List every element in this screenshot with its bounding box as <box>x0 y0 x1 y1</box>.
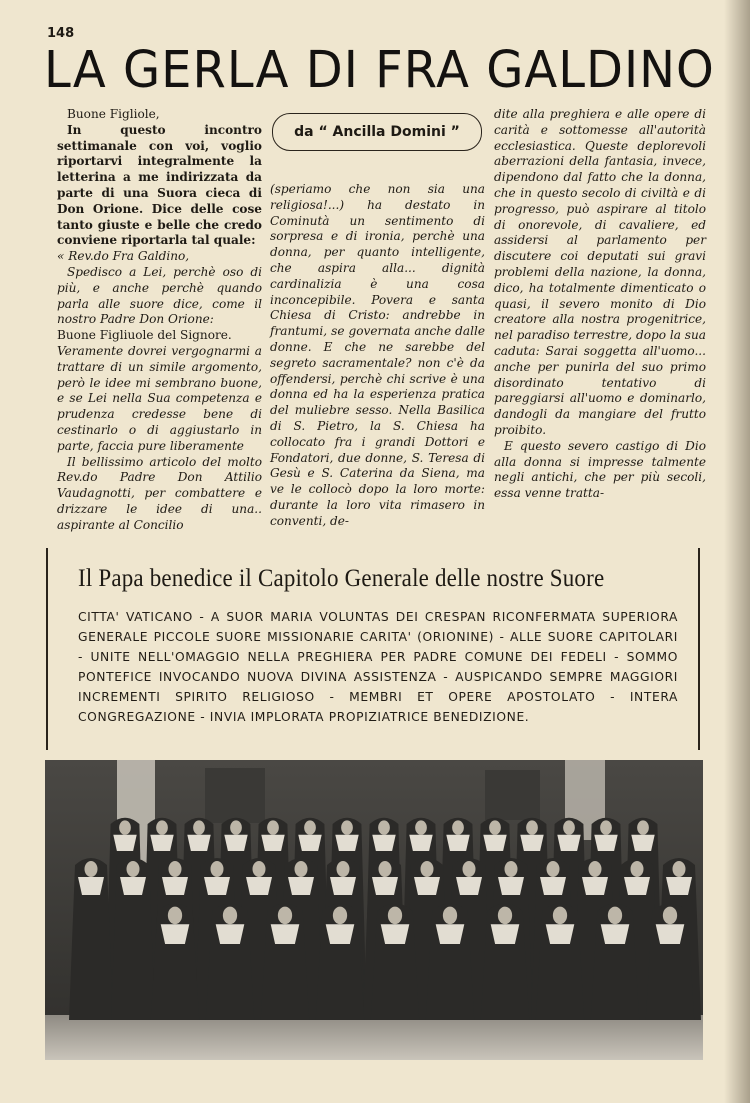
byline-text: da “ Ancilla Domini ” <box>294 124 460 140</box>
letter-paragraph-3: Il bellissimo articolo del molto Rev.do Padre Don Attilio Vaudagnotti, per combattere e drizzare le idee di una.. aspirante al Concilio <box>57 454 262 532</box>
letter-paragraph-1: Spedisco a Lei, perchè oso di più, e anche perchè quando parla alle suore dice, come il nostro Padre Don Orione: <box>57 264 262 327</box>
sister-figure <box>316 903 364 1020</box>
sister-figure <box>261 903 309 1020</box>
page-number: 148 <box>47 26 75 41</box>
article-headline: LA GERLA DI FRA GALDINO <box>44 40 715 100</box>
sister-figure <box>111 858 155 1020</box>
salutation: Buone Figliole, <box>67 107 160 121</box>
intro-paragraph: In questo incontro settimanale con voi, voglio riportarvi integralmente la letterina a me indirizzata da parte di una Suora cieca di Don Orione. Dice delle cose tanto giuste e belle che credo conviene riportarla tal quale: <box>57 122 262 248</box>
group-photo-sisters <box>45 760 703 1060</box>
page-edge-shadow <box>724 0 750 1103</box>
papal-blessing-box <box>46 548 700 750</box>
article-column-2 <box>270 182 485 530</box>
byline-badge <box>272 113 482 151</box>
sister-figure <box>69 858 113 1020</box>
sister-figure <box>481 903 529 1020</box>
sister-figure <box>536 903 584 1020</box>
sister-figure <box>591 903 639 1020</box>
sister-figure <box>371 903 419 1020</box>
article-column-3 <box>494 107 706 502</box>
sister-figure <box>206 903 254 1020</box>
letter-salutation: « Rev.do Fra Galdino, <box>57 249 190 264</box>
letter-quote-line: Buone Figliuole del Signore. <box>57 328 232 343</box>
telegram-text: CITTA' VATICANO - A SUOR MARIA VOLUNTAS DEI CRESPAN RICONFERMATA SUPERIORA GENERALE PICCOLE SUORE MISSIONARIE CARITA' (ORIONINE) - ALLE SUORE CAPITOLARI - UNITE NELL'OMAGGIO NELLA PREGHIERA PER PADRE COMUNE DEI FEDELI - SOMMO PONTEFICE INVOCANDO NUOVA DIVINA ASSISTENZA - AUSPICANDO SEMPRE MAGGIORI INCREMENTI SPIRITO RELIGIOSO - MEMBRI ET OPERE APOSTOLATO - INTERA CONGREGAZIONE - INVIA IMPLORATA PROPIZIATRICE BENEDIZIONE. <box>78 610 678 724</box>
group-photo-image <box>45 760 703 1060</box>
box-headline: Il Papa benedice il Capitolo Generale delle nostre Suore <box>78 565 605 592</box>
letter-paragraph-5: dite alla preghiera e alle opere di carità e sottomesse all'autorità ecclesiastica. Queste deplorevoli aberrazioni della fantasia, invece, dipendono dal fatto che la donna, che in questo secolo di civiltà e di progresso, può aspirare al titolo di onorevole, di cavaliere, ed assidersi al parlamento per discutere coi deputati sui gravi problemi della nazione, la donna, dico, ha totalmente dimenticato o quasi, il severo monito di Dio creatore alla nostra progenitrice, nel paradiso terrestre, dopo la sua caduta: Sarai soggetta all'uomo... anche per punirla del suo primo disordinato tentativo di pareggiarsi all'uomo e dominarlo, dandogli da mangiare del frutto proibito. <box>494 107 706 437</box>
letter-paragraph-2: Veramente dovrei vergognarmi a trattare di un simile argomento, però le idee mi sembrano buone, e se Lei nella Sua competenza e prudenza credesse bene di cestinarlo o di aggiustarlo in parte, faccia pure liberamente <box>57 343 262 453</box>
article-column-1 <box>57 107 262 534</box>
letter-paragraph-6: E questo severo castigo di Dio alla donna si impresse talmente negli antichi, che per più secoli, essa venne tratta- <box>494 438 706 501</box>
sister-figure <box>151 903 199 1020</box>
letter-paragraph-4: (speriamo che non sia una religiosa!...) ha destato in Cominutà un sentimento di sorpresa e di ironia, perchè una donna, per quanto intelligente, che aspira alla... dignità cardinalizia è una cosa inconcepibile. Povera e santa Chiesa di Cristo: andrebbe in frantumi, se governata anche dalle donne. E che ne sarebbe del segreto sacramentale? non c'è da offendersi, perchè chi scrive è una donna ed ha la esperienza pratica del muliebre sesso. Nella Basilica di S. Pietro, la S. Chiesa ha collocato fra i grandi Dottori e Fondatori, due donne, S. Teresa di Gesù e S. Caterina da Siena, ma ve le collocò dopo la loro morte: durante la loro vita rimasero in conventi, de- <box>270 182 485 528</box>
sister-figure <box>426 903 474 1020</box>
sister-figure <box>646 903 694 1020</box>
